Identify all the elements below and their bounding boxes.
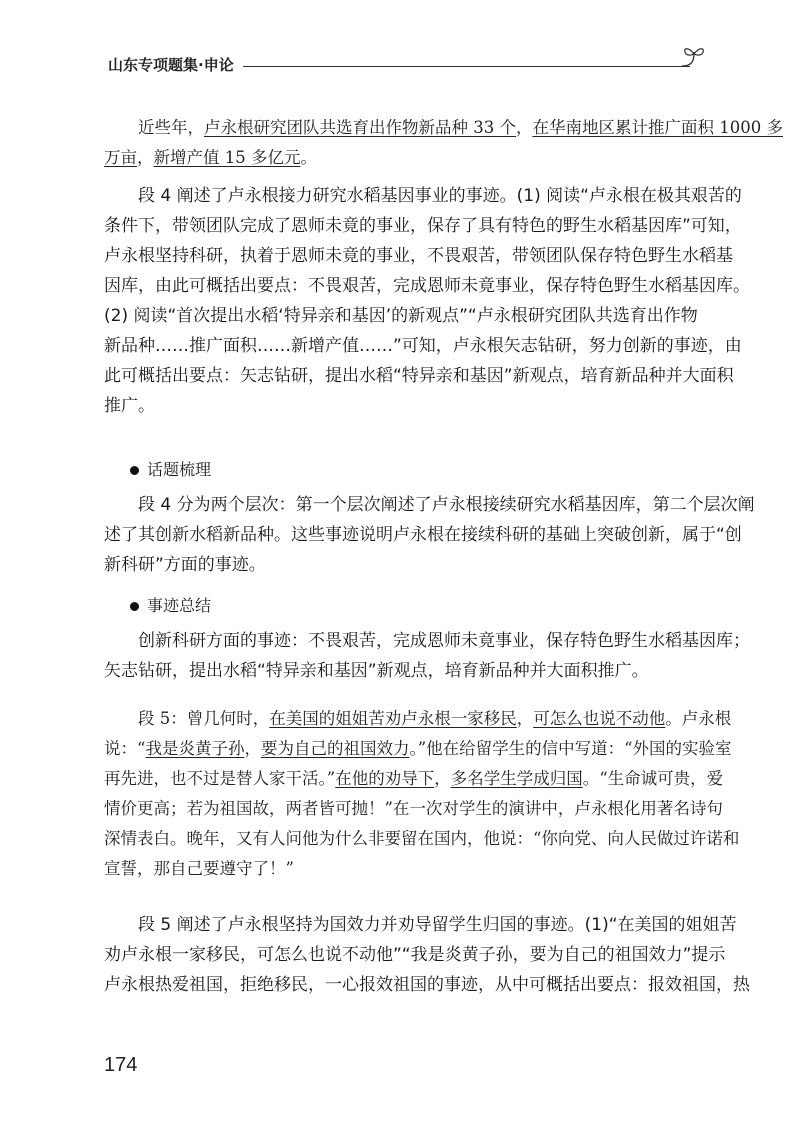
p2-line: 此可概括出要点：矢志钻研，提出水稻“特异亲和基因”新观点，培育新品种并大面积 [104,366,734,386]
underlined-text: 万亩 [104,148,137,167]
text-segment: ， [244,739,261,758]
text-segment: 宣誓，那自己要遵守了！” [104,859,294,878]
p6-line: 劝卢永根一家移民，可怎么也说不动他”“我是炎黄子孙，要为自己的祖国效力”提示 [104,945,726,965]
bullet-icon [130,602,139,611]
p2-line: 推广。 [104,396,155,416]
p2-line: (2) 阅读“首次提出水稻‘特异亲和基因’的新观点”“卢永根研究团队共选育出作物 [104,306,698,326]
text-segment: 情价更高；若为祖国故，两者皆可抛！”在一次对学生的演讲中，卢永根化用著名诗句 [104,799,723,818]
excerpt-paragraph-1 [104,113,783,173]
p3-line: 段 4 分为两个层次：第一个层次阐述了卢永根接续研究水稻基因库，第二个层次阐 [138,495,755,515]
p2-line: 卢永根坚持科研，执着于恩师未竟的事业，不畏艰苦，带领团队保存特色野生水稻基 [104,246,733,266]
text-segment: 段 5：曾几何时， [138,709,270,728]
underlined-text: 新增产值 15 多亿元 [153,148,301,167]
text-segment: ， [137,148,154,167]
p5-line [104,794,723,824]
p5-line [104,854,704,884]
section-heading-topic [130,458,211,482]
text-segment: ， [434,769,451,788]
p2-line: 因库，由此可概括出要点：不畏艰苦，完成恩师未竟事业，保存特色野生水稻基因库。 [104,276,750,296]
section-heading-summary [130,594,211,618]
section-heading-text: 事迹总结 [147,596,212,615]
summary-paragraph [104,626,750,686]
sprout-icon [680,42,708,78]
section-heading-text: 话题梳理 [147,460,212,479]
text-segment: ， [516,118,533,137]
p6-line: 段 5 阐述了卢永根坚持为国效力并劝导留学生归国的事迹。(1)“在美国的姐姐苦 [138,915,737,935]
p1-line [104,143,704,173]
text-segment: 。“生命诚可贵，爱 [582,769,724,788]
p5-line [104,764,724,794]
p4-line: 创新科研方面的事迹：不畏艰苦，完成恩师未竟事业，保存特色野生水稻基因库； [138,631,750,651]
header-title: 山东专项题集·申论 [108,56,234,74]
text-segment: 说：“ [104,739,146,758]
bullet-icon [130,466,139,475]
running-header [108,50,708,82]
excerpt-paragraph-5 [104,704,740,884]
text-segment: 深情表白。晚年，又有人问他为什么非要留在国内，他说：“你向党、向人民做过许诺和 [104,829,740,848]
p2-line: 条件下，带领团队完成了恩师未竟的事业，保存了具有特色的野生水稻基因库”可知， [104,216,742,236]
p1-line [104,113,783,143]
analysis-paragraph-5 [104,910,750,1000]
underlined-text: 要为自己的祖国效力 [260,739,410,758]
page-number: 174 [104,1054,138,1076]
underlined-text: 在美国的姐姐苦劝卢永根一家移民 [269,709,517,728]
underlined-text: 卢永根研究团队共选育出作物新品种 33 个 [204,118,516,137]
underlined-text: 我是炎黄子孙 [145,739,245,758]
text-segment: ， [516,709,534,728]
p5-line [104,824,740,854]
text-segment: 。卢永根 [665,709,732,728]
analysis-paragraph-4 [104,181,750,421]
text-segment: 。”他在给留学生的信中写道：“外国的实验室 [409,739,732,758]
underlined-text: 可怎么也说不动他 [533,709,666,728]
underlined-text: 在华南地区累计推广面积 1000 多 [532,118,783,137]
underlined-text: 在他的劝导下 [335,769,435,788]
text-segment: 。 [300,148,317,167]
underlined-text: 多名学生学成归国 [450,769,583,788]
p4-line: 矢志钻研，提出水稻“特异亲和基因”新观点，培育新品种并大面积推广。 [104,661,649,681]
p3-line: 述了其创新水稻新品种。这些事迹说明卢永根在接续科研的基础上突破创新，属于“创 [104,525,742,545]
header-rule [243,66,690,67]
p3-line: 新科研”方面的事迹。 [104,555,266,575]
text-segment: 近些年， [138,118,204,137]
p6-line: 卢永根热爱祖国，拒绝移民，一心报效祖国的事迹，从中可概括出要点：报效祖国，热 [104,975,750,995]
p5-line [104,734,732,764]
topic-paragraph [104,490,755,580]
p2-line: 新品种……推广面积……新增产值……”可知，卢永根矢志钻研，努力创新的事迹，由 [104,336,742,356]
text-segment: 再先进，也不过是替人家干活。” [104,769,336,788]
p2-line: 段 4 阐述了卢永根接力研究水稻基因事业的事迹。(1) 阅读“卢永根在极其艰苦的 [138,186,742,206]
p5-line [104,704,732,734]
